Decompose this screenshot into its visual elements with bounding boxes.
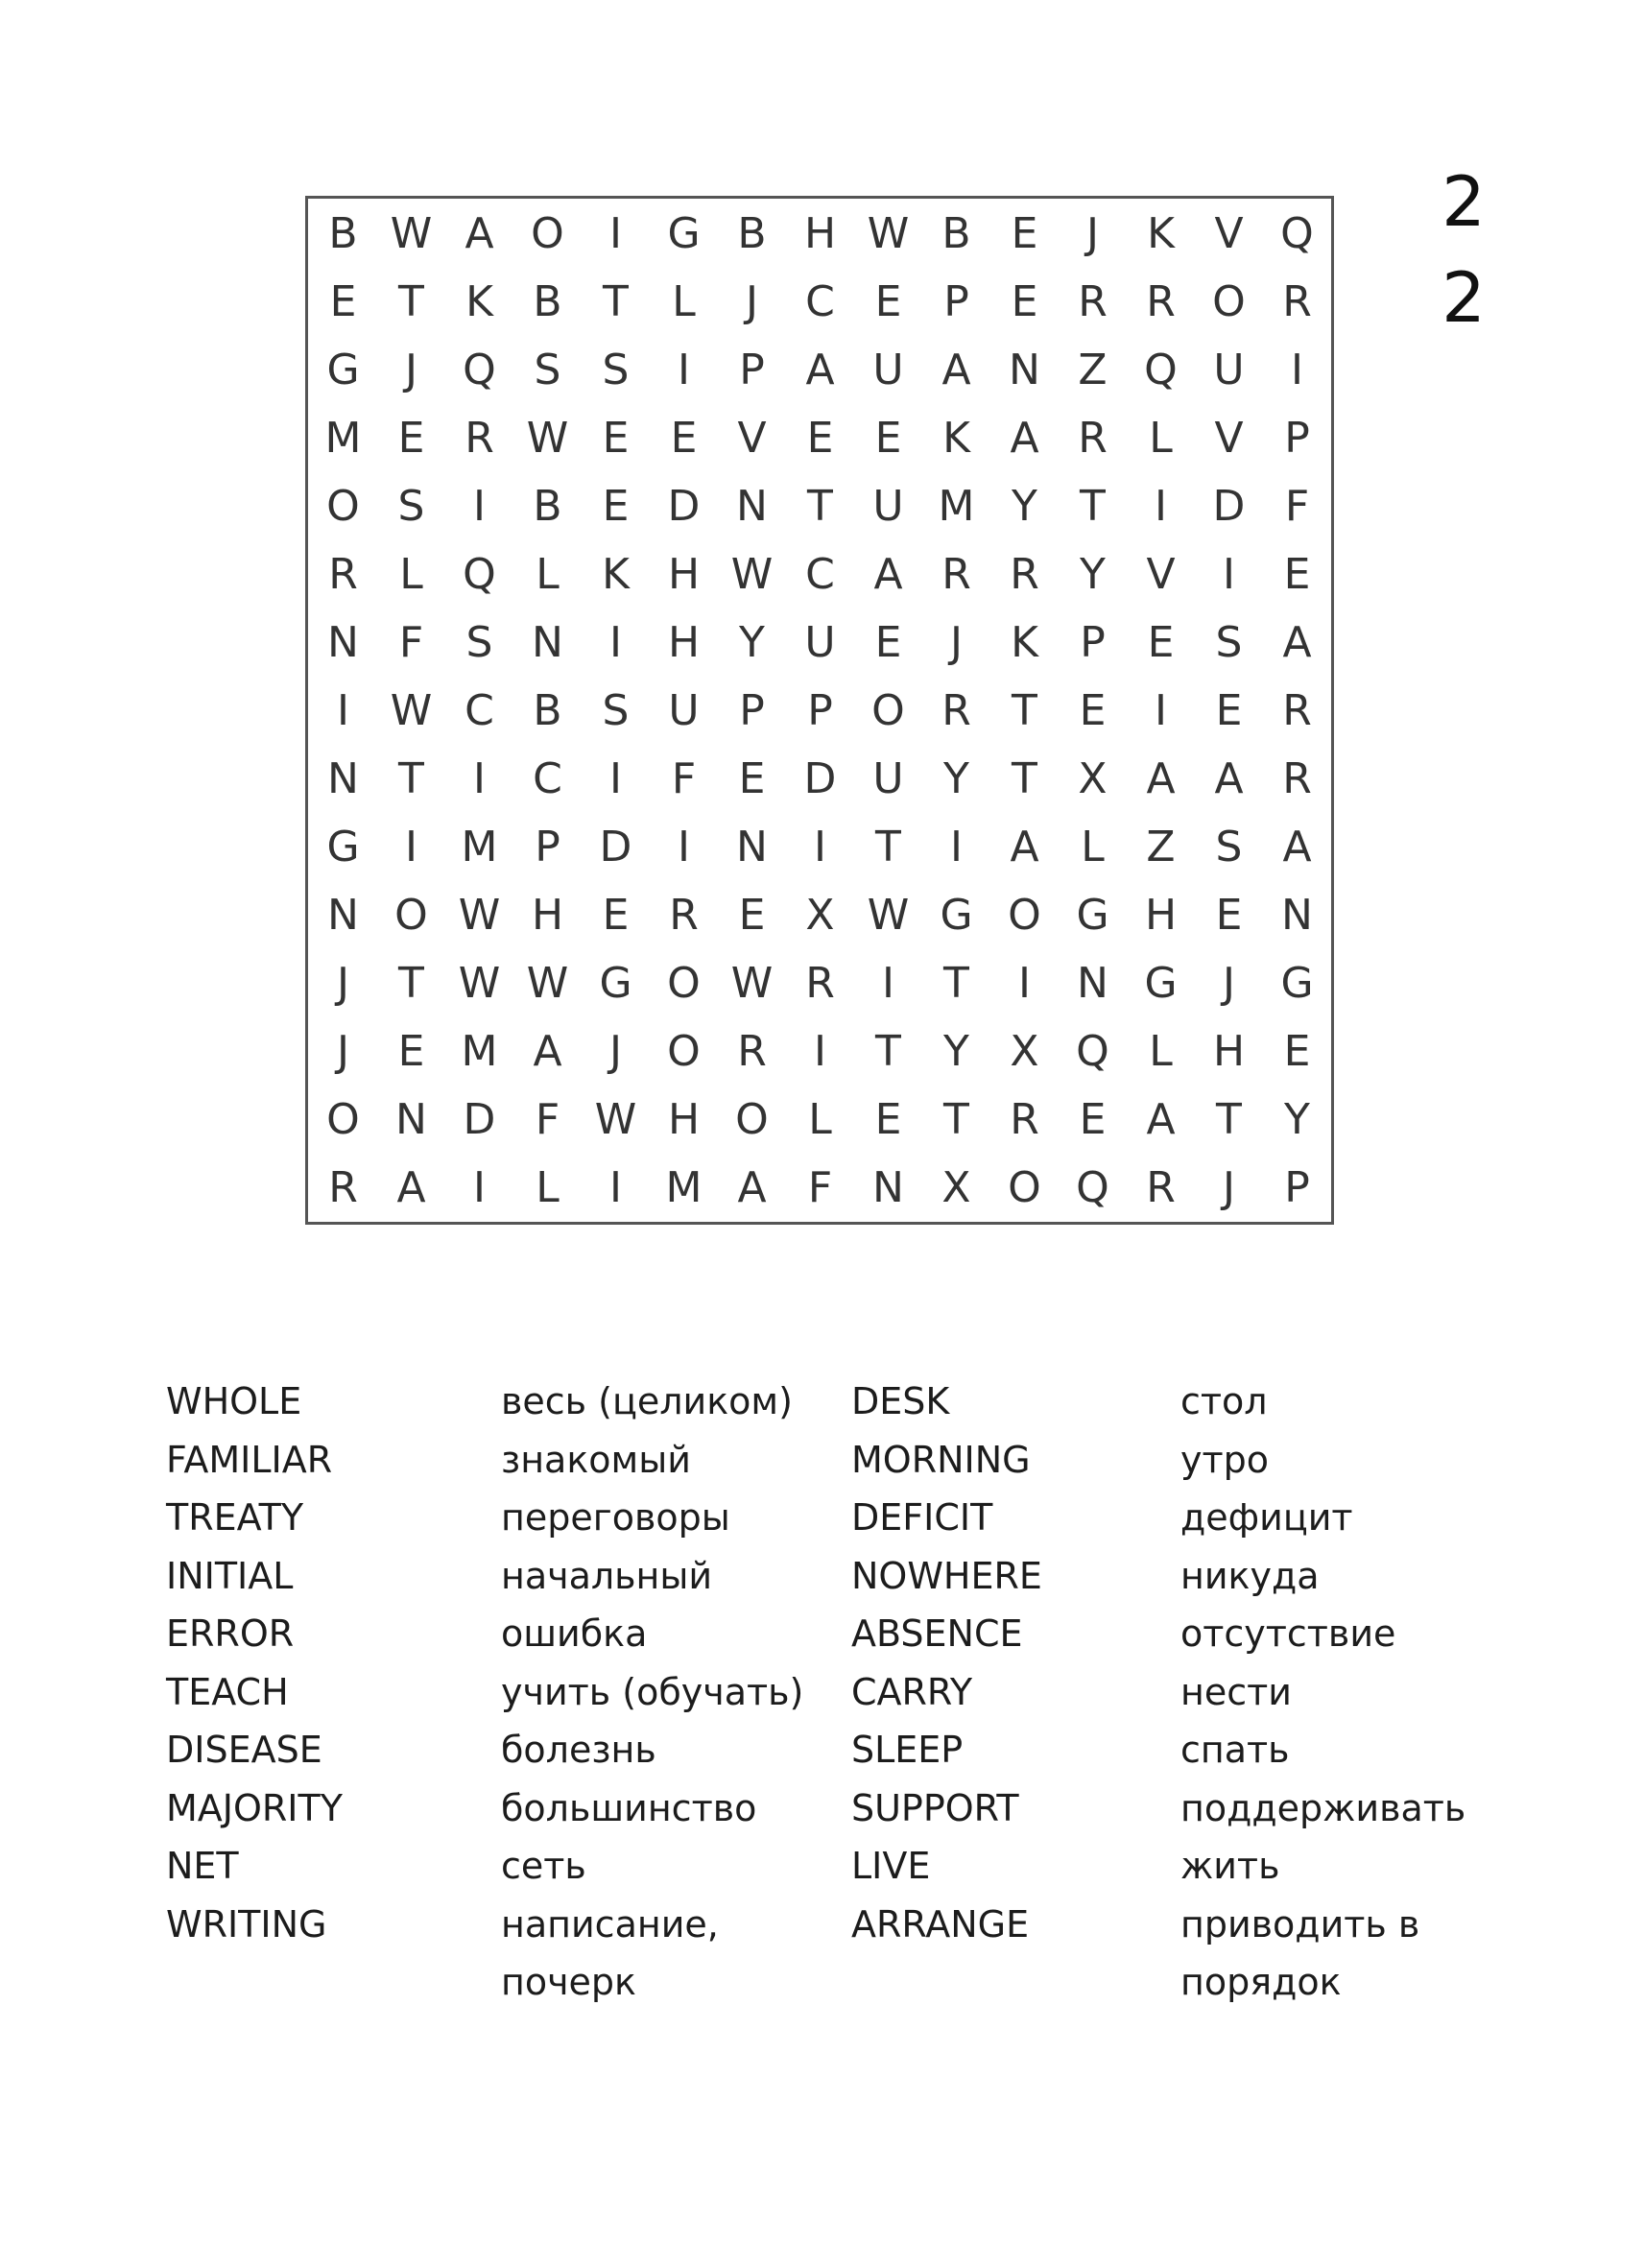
grid-letter: I	[609, 754, 622, 803]
grid-letter: F	[535, 1095, 560, 1144]
grid-letter: W	[594, 1095, 637, 1144]
grid-letter: E	[397, 414, 425, 463]
grid-row	[308, 1086, 1331, 1154]
grid-letter: B	[533, 686, 562, 735]
grid-letter: J	[609, 1027, 622, 1076]
grid-letter: T	[807, 482, 833, 531]
grid-letter: E	[1283, 550, 1311, 599]
grid-letter: A	[465, 209, 494, 258]
grid-letter: W	[458, 959, 501, 1008]
word-english: DISEASE	[166, 1729, 322, 1771]
word-english: WRITING	[166, 1902, 327, 1946]
grid-letter: O	[1008, 1163, 1041, 1212]
word-translation: жить	[1180, 1845, 1280, 1887]
grid-letter: H	[1212, 1027, 1246, 1076]
grid-letter: K	[1011, 618, 1038, 667]
word-list	[0, 1373, 1644, 2044]
grid-letter: E	[602, 482, 630, 531]
grid-letter: J	[1223, 959, 1235, 1008]
grid-letter: Q	[1280, 209, 1314, 258]
grid-letter: I	[814, 1027, 826, 1076]
grid-letter: T	[1080, 482, 1106, 531]
grid-letter: A	[1146, 754, 1176, 803]
grid-letter: P	[1284, 1163, 1310, 1212]
grid-letter: I	[950, 823, 963, 871]
grid-letter: I	[473, 1163, 486, 1212]
grid-row	[308, 404, 1331, 472]
grid-row	[308, 336, 1331, 404]
grid-letter: C	[465, 686, 494, 735]
grid-letter: O	[394, 891, 428, 940]
grid-letter: A	[1282, 618, 1312, 667]
grid-letter: O	[326, 482, 360, 531]
grid-letter: N	[327, 891, 359, 940]
word-translation: сеть	[501, 1845, 586, 1887]
grid-letter: N	[532, 618, 563, 667]
grid-letter: S	[1215, 823, 1243, 871]
word-translation: спать	[1180, 1729, 1290, 1771]
grid-letter: A	[1282, 823, 1312, 871]
grid-row	[308, 813, 1331, 881]
grid-letter: R	[941, 550, 971, 599]
word-translation: поддерживать	[1180, 1786, 1466, 1829]
word-english: TREATY	[166, 1496, 304, 1539]
word-english: TEACH	[166, 1670, 289, 1713]
word-translation: нести	[1180, 1670, 1292, 1713]
word-english: NOWHERE	[851, 1554, 1042, 1597]
grid-letter: N	[1281, 891, 1313, 940]
grid-letter: R	[328, 550, 358, 599]
grid-letter: N	[395, 1095, 427, 1144]
grid-letter: I	[337, 686, 349, 735]
grid-letter: M	[324, 414, 362, 463]
grid-letter: U	[804, 618, 836, 667]
grid-letter: E	[738, 754, 766, 803]
grid-letter: R	[1146, 277, 1176, 326]
grid-letter: W	[526, 959, 569, 1008]
grid-letter: L	[1081, 823, 1105, 871]
grid-letter: H	[803, 209, 837, 258]
grid-row	[308, 540, 1331, 609]
word-list-english-right	[851, 1373, 1042, 2012]
grid-letter: A	[533, 1027, 562, 1076]
grid-letter: R	[669, 891, 699, 940]
grid-letter: Y	[943, 1027, 969, 1076]
grid-letter: T	[943, 1095, 969, 1144]
word-english: ERROR	[166, 1612, 295, 1655]
grid-letter: O	[871, 686, 905, 735]
grid-letter: L	[1149, 414, 1173, 463]
row-spacer	[166, 1953, 343, 2012]
grid-letter: V	[1146, 550, 1176, 599]
grid-letter: I	[609, 618, 622, 667]
grid-letter: I	[473, 754, 486, 803]
grid-letter: U	[872, 346, 904, 394]
grid-letter: Y	[1012, 482, 1037, 531]
grid-letter: G	[940, 891, 973, 940]
grid-letter: E	[1079, 686, 1107, 735]
grid-letter: E	[874, 414, 902, 463]
word-translation: знакомый	[501, 1438, 691, 1481]
grid-row	[308, 268, 1331, 336]
grid-letter: L	[536, 1163, 560, 1212]
word-english: SLEEP	[851, 1729, 964, 1771]
grid-letter: U	[872, 482, 904, 531]
grid-letter: E	[1215, 686, 1243, 735]
grid-letter: T	[943, 959, 969, 1008]
grid-letter: E	[602, 891, 630, 940]
grid-letter: S	[1215, 618, 1243, 667]
grid-letter: W	[458, 891, 501, 940]
word-translation: стол	[1180, 1380, 1268, 1422]
grid-letter: V	[737, 414, 767, 463]
grid-letter: H	[667, 618, 701, 667]
grid-letter: E	[1283, 1027, 1311, 1076]
grid-letter: Y	[1284, 1095, 1310, 1144]
grid-letter: L	[672, 277, 696, 326]
grid-letter: Z	[1078, 346, 1108, 394]
word-english: CARRY	[851, 1670, 973, 1713]
grid-letter: T	[1012, 754, 1037, 803]
grid-letter: T	[1012, 686, 1037, 735]
grid-letter: I	[678, 346, 690, 394]
grid-letter: F	[1284, 482, 1310, 531]
word-translation: ошибка	[501, 1612, 648, 1655]
grid-letter: I	[814, 823, 826, 871]
grid-letter: A	[1214, 754, 1244, 803]
row-spacer	[851, 1953, 1042, 2012]
word-english: DEFICIT	[851, 1496, 993, 1539]
grid-letter: E	[1011, 209, 1038, 258]
grid-letter: R	[1146, 1163, 1176, 1212]
grid-letter: A	[805, 346, 835, 394]
grid-letter: H	[531, 891, 564, 940]
grid-letter: N	[1077, 959, 1108, 1008]
grid-letter: D	[599, 823, 632, 871]
grid-letter: M	[461, 823, 498, 871]
grid-letter: O	[326, 1095, 360, 1144]
grid-row	[308, 1017, 1331, 1086]
grid-letter: I	[473, 482, 486, 531]
word-translation: начальный	[501, 1554, 713, 1597]
grid-letter: E	[1147, 618, 1175, 667]
grid-row	[308, 677, 1331, 745]
grid-letter: N	[327, 618, 359, 667]
grid-letter: M	[461, 1027, 498, 1076]
grid-letter: E	[874, 277, 902, 326]
grid-letter: O	[531, 209, 564, 258]
grid-letter: O	[667, 959, 701, 1008]
grid-letter: H	[1144, 891, 1178, 940]
grid-letter: U	[872, 754, 904, 803]
grid-letter: I	[609, 209, 622, 258]
grid-letter: L	[808, 1095, 832, 1144]
grid-letter: N	[736, 823, 768, 871]
grid-letter: Q	[463, 550, 496, 599]
grid-row	[308, 881, 1331, 949]
grid-letter: W	[867, 209, 910, 258]
grid-letter: S	[397, 482, 425, 531]
grid-letter: D	[667, 482, 701, 531]
grid-letter: T	[398, 959, 424, 1008]
word-english: MAJORITY	[166, 1786, 343, 1829]
grid-letter: K	[602, 550, 630, 599]
grid-letter: E	[738, 891, 766, 940]
grid-letter: Y	[1080, 550, 1106, 599]
word-translation: большинство	[501, 1786, 757, 1829]
grid-letter: R	[465, 414, 494, 463]
grid-letter: R	[1010, 1095, 1039, 1144]
grid-letter: G	[326, 346, 360, 394]
grid-letter: J	[746, 277, 758, 326]
word-translation: приводить в	[1180, 1902, 1420, 1946]
grid-letter: W	[867, 891, 910, 940]
word-english: MORNING	[851, 1438, 1031, 1481]
grid-letter: J	[950, 618, 963, 667]
grid-letter: R	[805, 959, 835, 1008]
grid-letter: Q	[463, 346, 496, 394]
grid-letter: J	[1223, 1163, 1235, 1212]
grid-letter: I	[405, 823, 417, 871]
grid-letter: E	[397, 1027, 425, 1076]
grid-letter: I	[1223, 550, 1235, 599]
grid-letter: E	[602, 414, 630, 463]
word-english: FAMILIAR	[166, 1438, 333, 1481]
word-english: DESK	[851, 1380, 950, 1422]
grid-letter: A	[1010, 823, 1039, 871]
grid-letter: F	[807, 1163, 833, 1212]
grid-letter: R	[941, 686, 971, 735]
word-translation: почерк	[501, 1961, 636, 2003]
grid-letter: R	[1078, 277, 1108, 326]
word-english: SUPPORT	[851, 1786, 1019, 1829]
grid-letter: T	[875, 823, 901, 871]
grid-letter: W	[730, 959, 774, 1008]
grid-letter: Z	[1146, 823, 1176, 871]
grid-letter: G	[667, 209, 701, 258]
grid-letter: T	[398, 754, 424, 803]
grid-letter: V	[1214, 209, 1244, 258]
grid-letter: O	[735, 1095, 769, 1144]
grid-letter: G	[1076, 891, 1109, 940]
grid-letter: I	[882, 959, 894, 1008]
grid-letter: X	[1010, 1027, 1039, 1076]
word-english: WHOLE	[166, 1380, 302, 1422]
grid-letter: F	[398, 618, 424, 667]
grid-letter: R	[328, 1163, 358, 1212]
grid-letter: R	[1010, 550, 1039, 599]
grid-letter: W	[390, 686, 433, 735]
grid-letter: K	[465, 277, 493, 326]
grid-letter: I	[609, 1163, 622, 1212]
word-translation: никуда	[1180, 1554, 1320, 1597]
grid-letter: X	[805, 891, 835, 940]
word-translation: порядок	[1180, 1961, 1342, 2003]
grid-letter: S	[465, 618, 493, 667]
grid-letter: T	[603, 277, 629, 326]
grid-letter: C	[533, 754, 562, 803]
grid-letter: I	[1018, 959, 1031, 1008]
grid-letter: R	[737, 1027, 767, 1076]
grid-letter: E	[806, 414, 834, 463]
grid-letter: B	[533, 482, 562, 531]
word-translation: написание,	[501, 1902, 719, 1946]
grid-letter: A	[396, 1163, 426, 1212]
word-search-grid	[305, 196, 1334, 1225]
grid-letter: R	[1282, 277, 1312, 326]
grid-letter: S	[602, 346, 630, 394]
grid-letter: E	[670, 414, 698, 463]
word-list-english-left	[166, 1373, 343, 2012]
grid-letter: J	[337, 959, 349, 1008]
grid-letter: X	[941, 1163, 971, 1212]
grid-letter: L	[1149, 1027, 1173, 1076]
grid-row	[308, 949, 1331, 1017]
grid-letter: E	[329, 277, 357, 326]
grid-letter: X	[1078, 754, 1108, 803]
grid-letter: P	[739, 346, 765, 394]
grid-letter: A	[873, 550, 903, 599]
grid-letter: E	[1079, 1095, 1107, 1144]
grid-letter: I	[1155, 482, 1167, 531]
grid-letter: L	[536, 550, 560, 599]
grid-row	[308, 609, 1331, 677]
grid-letter: A	[737, 1163, 767, 1212]
grid-letter: P	[1080, 618, 1106, 667]
grid-letter: Y	[739, 618, 765, 667]
grid-letter: G	[1144, 959, 1178, 1008]
grid-letter: R	[1282, 754, 1312, 803]
grid-letter: E	[1215, 891, 1243, 940]
word-translation: утро	[1180, 1438, 1269, 1481]
word-english: LIVE	[851, 1845, 931, 1887]
grid-letter: D	[463, 1095, 496, 1144]
word-translation: болезнь	[501, 1729, 656, 1771]
grid-letter: N	[736, 482, 768, 531]
grid-letter: K	[1147, 209, 1175, 258]
grid-letter: M	[938, 482, 975, 531]
grid-letter: O	[1212, 277, 1246, 326]
grid-letter: P	[1284, 414, 1310, 463]
grid-row	[308, 200, 1331, 268]
grid-letter: S	[602, 686, 630, 735]
grid-letter: Q	[1144, 346, 1178, 394]
grid-letter: E	[874, 1095, 902, 1144]
grid-letter: T	[875, 1027, 901, 1076]
word-english: INITIAL	[166, 1554, 294, 1597]
grid-row	[308, 472, 1331, 540]
grid-letter: Q	[1076, 1027, 1109, 1076]
grid-letter: C	[805, 277, 835, 326]
grid-letter: P	[943, 277, 969, 326]
grid-letter: D	[1212, 482, 1246, 531]
grid-letter: P	[739, 686, 765, 735]
grid-letter: W	[730, 550, 774, 599]
grid-letter: M	[665, 1163, 703, 1212]
grid-letter: K	[942, 414, 970, 463]
grid-letter: U	[668, 686, 700, 735]
word-translation: весь (целиком)	[501, 1380, 793, 1422]
grid-letter: I	[1155, 686, 1167, 735]
word-translation: дефицит	[1180, 1496, 1353, 1539]
grid-letter: Y	[943, 754, 969, 803]
word-translation: отсутствие	[1180, 1612, 1396, 1655]
grid-letter: I	[678, 823, 690, 871]
grid-letter: P	[807, 686, 833, 735]
grid-letter: O	[667, 1027, 701, 1076]
page-number-digit: 2	[1441, 257, 1486, 338]
grid-letter: R	[1282, 686, 1312, 735]
word-english: NET	[166, 1845, 239, 1887]
grid-letter: W	[390, 209, 433, 258]
grid-letter: P	[535, 823, 560, 871]
grid-letter: R	[1078, 414, 1108, 463]
grid-letter: N	[1009, 346, 1040, 394]
grid-row	[308, 1154, 1331, 1222]
grid-letter: B	[737, 209, 767, 258]
grid-letter: F	[671, 754, 697, 803]
grid-row	[308, 745, 1331, 813]
grid-letter: G	[599, 959, 632, 1008]
grid-letter: U	[1213, 346, 1245, 394]
grid-letter: S	[534, 346, 561, 394]
grid-letter: G	[1280, 959, 1314, 1008]
grid-letter: H	[667, 1095, 701, 1144]
grid-letter: T	[398, 277, 424, 326]
grid-letter: J	[1086, 209, 1099, 258]
grid-letter: J	[405, 346, 417, 394]
word-english: ABSENCE	[851, 1612, 1023, 1655]
grid-letter: B	[941, 209, 971, 258]
grid-letter: L	[399, 550, 423, 599]
grid-letter: A	[941, 346, 971, 394]
grid-letter: I	[1291, 346, 1303, 394]
word-list-russian-left	[501, 1373, 803, 2012]
grid-letter: A	[1146, 1095, 1176, 1144]
grid-letter: E	[1011, 277, 1038, 326]
grid-letter: E	[874, 618, 902, 667]
page-number-digit: 2	[1441, 161, 1486, 242]
grid-letter: Q	[1076, 1163, 1109, 1212]
page-number	[1425, 154, 1502, 346]
grid-letter: A	[1010, 414, 1039, 463]
grid-letter: B	[533, 277, 562, 326]
word-list-russian-right	[1180, 1373, 1465, 2012]
word-english: ARRANGE	[851, 1902, 1030, 1946]
word-translation: переговоры	[501, 1496, 730, 1539]
grid-letter: T	[1216, 1095, 1242, 1144]
grid-letter: B	[328, 209, 358, 258]
grid-letter: C	[805, 550, 835, 599]
grid-letter: D	[803, 754, 837, 803]
grid-letter: W	[526, 414, 569, 463]
grid-letter: N	[327, 754, 359, 803]
grid-letter: J	[337, 1027, 349, 1076]
grid-letter: G	[326, 823, 360, 871]
grid-letter: V	[1214, 414, 1244, 463]
grid-letter: H	[667, 550, 701, 599]
grid-letter: O	[1008, 891, 1041, 940]
grid-letter: N	[872, 1163, 904, 1212]
word-translation: учить (обучать)	[501, 1670, 804, 1713]
